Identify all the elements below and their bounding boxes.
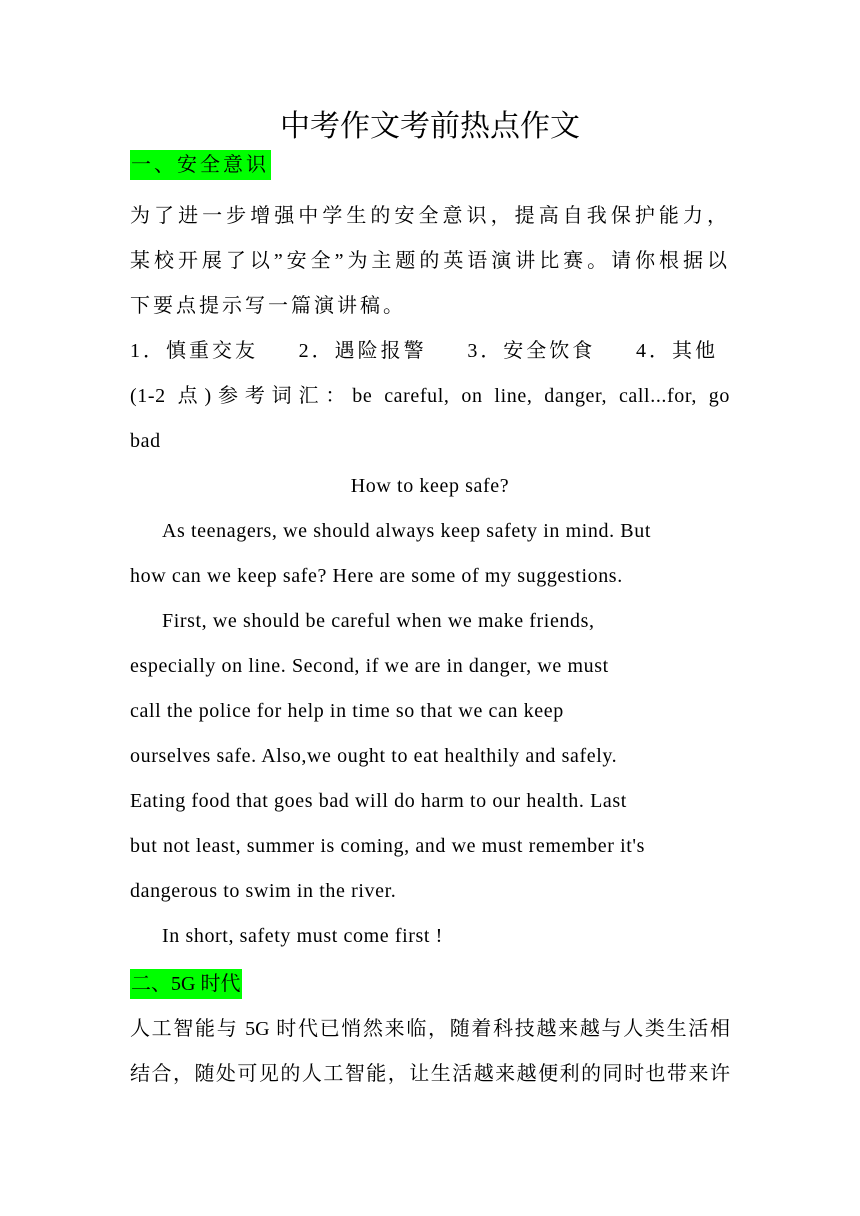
essay-line: In short, safety must come first ! (162, 925, 443, 947)
prompt-line: 为了进一步增强中学生的安全意识，提高自我保护能力， (130, 205, 730, 227)
essay-line: ourselves safe. Also,we ought to eat healthily and safely. (130, 745, 618, 767)
prompt-line: 人工智能与 5G 时代已悄然来临，随着科技越来越与人类生活相 (130, 1018, 730, 1040)
prompt-line: 结合，随处可见的人工智能，让生活越来越便利的同时也带来许 (130, 1063, 730, 1085)
prompt-line: 下要点提示写一篇演讲稿。 (130, 295, 406, 317)
key-point: 4．其他 (635, 340, 718, 362)
vocab-line: bad (130, 430, 161, 452)
key-point: 1．慎重交友 (130, 340, 258, 362)
section1-heading-row (130, 150, 730, 180)
essay-line: Eating food that goes bad will do harm to our health. Last (130, 790, 627, 812)
key-point: 2．遇险报警 (298, 340, 427, 362)
key-point: 3．安全饮食 (467, 340, 596, 362)
essay-line: First, we should be careful when we make friends, (162, 610, 595, 632)
essay-line: how can we keep safe? Here are some of my suggestions. (130, 565, 623, 587)
essay-line: call the police for help in time so that we can keep (130, 700, 564, 722)
essay-line: As teenagers, we should always keep safety in mind. But (162, 520, 652, 542)
section2-heading: 二、5G 时代 (130, 969, 242, 999)
essay-line: but not least, summer is coming, and we must remember it's (130, 835, 645, 857)
section1-heading: 一、安全意识 (130, 150, 271, 180)
section2-heading-row (130, 969, 730, 999)
essay-line: dangerous to swim in the river. (130, 880, 397, 902)
prompt-line: 某校开展了以”安全”为主题的英语演讲比赛。请你根据以 (130, 250, 730, 272)
essay-title: How to keep safe? (350, 475, 510, 497)
vocab-line: (1-2 点)参考词汇：be careful, on line, danger, call...for, go (130, 385, 730, 407)
key-points (130, 339, 730, 363)
page-title: 中考作文考前热点作文 (280, 110, 580, 143)
essay-line: especially on line. Second, if we are in danger, we must (130, 655, 609, 677)
